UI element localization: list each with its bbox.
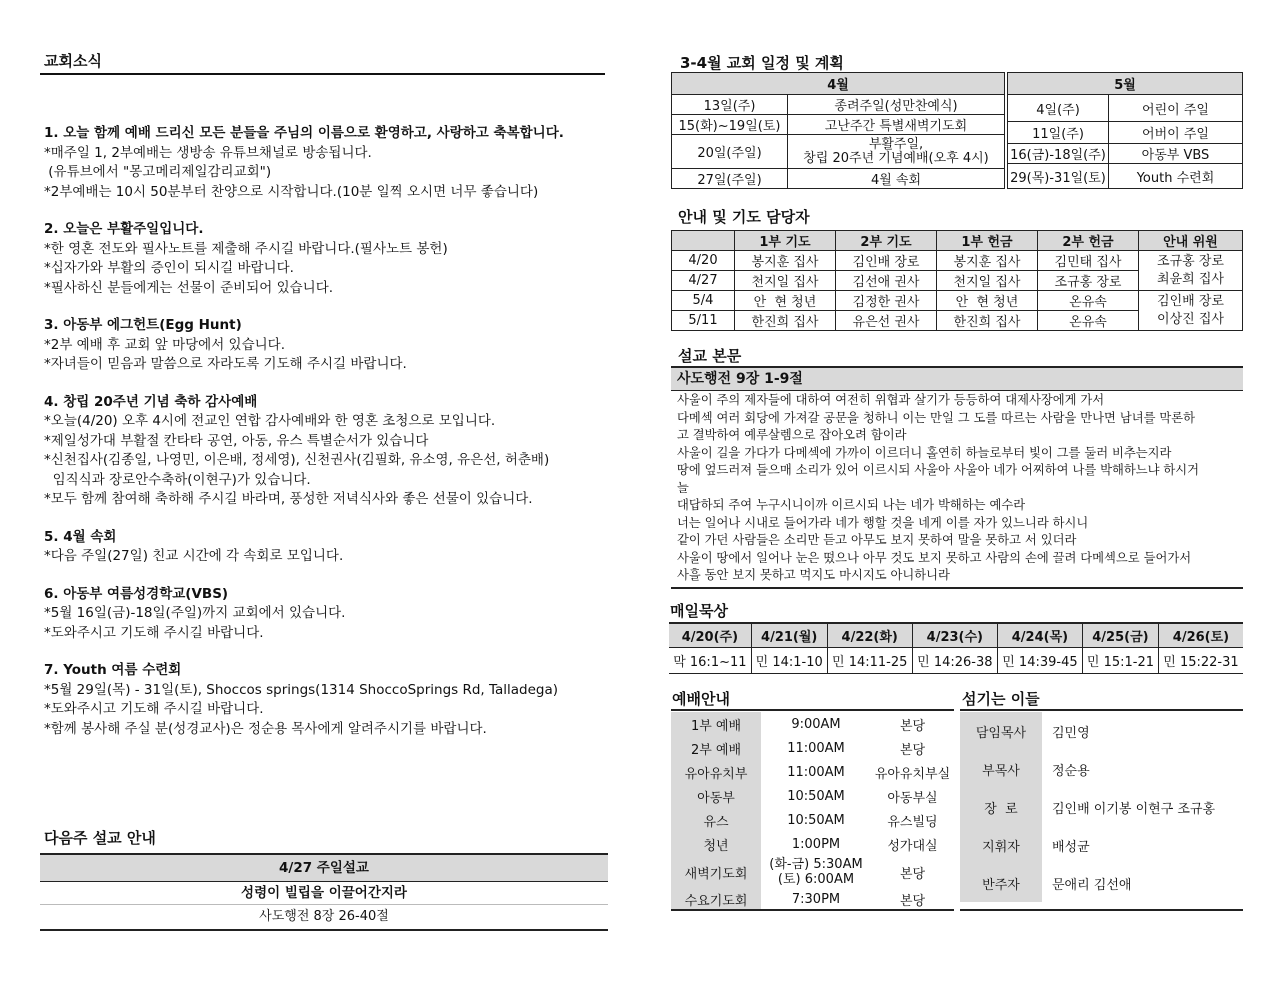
duty-header: 2부 헌금 [1038, 231, 1139, 251]
news-line: *2부 예배 후 교회 앞 마당에서 있습니다. [44, 336, 285, 353]
worship-time: 7:30PM [791, 891, 841, 907]
staff-names: 정순용 [1052, 763, 1090, 779]
sermon-line: 대답하되 주여 누구시니이까 이르시되 나는 네가 박해하는 예수라 [677, 498, 1026, 512]
may-date: 4일(주) [1008, 95, 1109, 122]
news-line: *십자가와 부활의 증인이 되시길 바랍니다. [44, 260, 294, 276]
worship-place: 본당 [899, 893, 926, 909]
duty-date: 5/4 [672, 291, 735, 311]
worship-time [761, 856, 871, 888]
news-item-title: 4. 창립 20주년 기념 축하 감사예배 [44, 393, 258, 410]
april-event: 종려주일(성만찬예식) [788, 95, 1005, 115]
staff-names: 배성균 [1052, 839, 1090, 855]
staff-names: 김민영 [1052, 725, 1090, 741]
news-line: *매주일 1, 2부예배는 생방송 유튜브채널로 방송됩니다. [44, 144, 372, 161]
duty-cell: 봉지훈 집사 [937, 251, 1038, 271]
april-date: 13일(주) [672, 95, 788, 115]
news-item-7 [44, 661, 604, 739]
april-event [788, 135, 1005, 169]
news-item-title: 7. Youth 여름 수련회 [44, 662, 182, 678]
news-line: *2부예배는 10시 50분부터 찬양으로 시작합니다.(10분 일찍 오시면 너무 좋습니다) [44, 183, 539, 200]
worship-title: 예배안내 [672, 690, 730, 708]
duty-ushers [1139, 291, 1243, 331]
worship-name: 새벽기도회 [671, 856, 761, 888]
news-line: *다음 주일(27일) 친교 시간에 각 속회로 모입니다. [44, 548, 344, 564]
duty-cell: 온유속 [1038, 311, 1139, 331]
duty-date: 4/27 [672, 271, 735, 291]
staff-title: 섬기는 이들 [962, 690, 1040, 708]
may-date: 11일(주) [1008, 122, 1109, 144]
duty-cell: 천지일 집사 [937, 271, 1038, 291]
worship-place: 본당 [899, 742, 926, 758]
worship-time: 11:00AM [787, 764, 845, 780]
staff-role: 지휘자 [960, 826, 1042, 864]
duty-date: 4/20 [672, 251, 735, 271]
church-news-divider [40, 73, 605, 75]
news-line: *제일성가대 부활절 칸타타 공연, 아동, 유스 특별순서가 있습니다 [44, 432, 429, 449]
may-event: 어린이 주일 [1109, 95, 1243, 122]
schedule-tables [671, 72, 1243, 190]
news-item-6 [44, 585, 604, 644]
duty-cell: 김민태 집사 [1038, 251, 1139, 271]
news-line: *신천집사(김종일, 나영민, 이은배, 정세영), 신천권사(김필화, 유소영, 유은선, 허춘배) [44, 452, 550, 468]
worship-time-line: (화-금) 5:30AM [769, 857, 863, 872]
sermon-line: 늘 [677, 480, 689, 495]
duty-cell: 김인배 장로 [836, 251, 937, 271]
duty-header: 1부 헌금 [937, 231, 1038, 251]
worship-name: 수요기도회 [671, 888, 761, 910]
daily-day: 4/20(주) [669, 623, 751, 647]
news-list [44, 124, 604, 739]
duty-cell: 조규홍 장로 [1038, 271, 1139, 291]
worship-time: 11:00AM [787, 740, 845, 756]
daily-day: 4/21(월) [751, 623, 827, 647]
may-event: Youth 수련회 [1109, 164, 1243, 189]
sermon-line: 다메섹 여러 회당에 가져갈 공문을 청하니 이는 만일 그 도를 따르는 사람을 만나면 남녀를 막론하 [677, 410, 1195, 425]
news-line: *도와주시고 기도해 주시길 바랍니다. [44, 624, 264, 641]
worship-name: 유아유치부 [671, 760, 761, 784]
news-item-4 [44, 393, 604, 510]
worship-name: 청년 [671, 832, 761, 856]
usher-name: 김인배 장로 [1157, 293, 1224, 309]
staff-table [960, 712, 1243, 902]
staff-names: 김인배 이기봉 이현구 조규홍 [1052, 801, 1216, 817]
duty-date: 5/11 [672, 311, 735, 331]
duty-title: 안내 및 기도 담당자 [678, 208, 810, 226]
news-line: *5월 16일(금)-18일(주일)까지 교회에서 있습니다. [44, 605, 346, 621]
daily-reading: 민 15:1-21 [1082, 647, 1158, 673]
april-date: 27일(주일) [672, 169, 788, 189]
news-line: *필사하신 분들에게는 선물이 준비되어 있습니다. [44, 279, 334, 296]
daily-reading: 민 14:11-25 [827, 647, 912, 673]
sermon-line: 너는 일어나 시내로 들어가라 네가 행할 것을 네게 이를 자가 있느니라 하시니 [677, 515, 1089, 530]
duty-cell: 김선애 권사 [836, 271, 937, 291]
news-item-title: 3. 아동부 에그헌트(Egg Hunt) [44, 317, 242, 333]
duty-cell: 유은선 권사 [836, 311, 937, 331]
news-item-title: 2. 오늘은 부활주일입니다. [44, 221, 204, 237]
next-sermon-passage: 사도행전 8장 26-40절 [40, 905, 608, 931]
sermon-body [671, 391, 1243, 587]
news-line: *도와주시고 기도해 주시길 바랍니다. [44, 701, 264, 717]
duty-header: 안내 위원 [1139, 231, 1243, 251]
may-date: 29(목)-31일(토) [1008, 164, 1109, 189]
april-header: 4월 [672, 73, 1005, 95]
sermon-line: 고 결박하여 예루살렘으로 잡아오려 함이라 [677, 428, 907, 442]
news-line: *모두 함께 참여해 축하해 주시길 바라며, 풍성한 저녁식사와 좋은 선물이 있습니다. [44, 491, 533, 507]
duty-header [672, 231, 735, 251]
news-item-1 [44, 124, 604, 202]
usher-name: 이상진 집사 [1157, 311, 1224, 327]
daily-day: 4/26(토) [1158, 623, 1243, 647]
news-item-title: 5. 4월 속회 [44, 528, 117, 545]
worship-place: 본당 [899, 718, 926, 734]
staff-bottom-rule [960, 909, 1243, 911]
duty-cell: 한진희 집사 [735, 311, 836, 331]
daily-reading: 민 14:26-38 [912, 647, 997, 673]
duty-cell: 온유속 [1038, 291, 1139, 311]
duty-cell: 천지일 집사 [735, 271, 836, 291]
sermon-title: 설교 본문 [678, 347, 742, 365]
news-item-3 [44, 316, 604, 375]
duty-cell: 안 현 청년 [735, 291, 836, 311]
sermon-line: 사울이 땅에서 일어나 눈은 떴으나 아무 것도 보지 못하고 사람의 손에 끌려 다메섹으로 들어가서 [677, 550, 1192, 565]
next-sermon-name: 성령이 빌립을 이끌어간지라 [40, 882, 608, 905]
worship-place: 아동부실 [887, 790, 938, 806]
news-item-title: 1. 오늘 함께 예배 드리신 모든 분들을 주님의 이름으로 환영하고, 사랑하고 축복합니다. [44, 125, 564, 141]
worship-time: 9:00AM [791, 716, 841, 732]
staff-role: 반주자 [960, 864, 1042, 902]
daily-reading: 막 16:1~11 [669, 647, 751, 673]
worship-time: 10:50AM [787, 788, 845, 804]
worship-time: 1:00PM [791, 836, 841, 852]
sermon-ref: 사도행전 9장 1-9절 [671, 366, 1243, 391]
sermon-line: 사울이 길을 가다가 다메섹에 가까이 이르더니 홀연히 하늘로부터 빛이 그를 둘러 비추는지라 [677, 445, 1172, 460]
worship-divider [671, 709, 954, 711]
daily-day: 4/22(화) [827, 623, 912, 647]
news-item-2 [44, 220, 604, 298]
staff-names: 문애리 김선애 [1052, 877, 1132, 893]
worship-time: 10:50AM [787, 812, 845, 828]
sermon-line: 사흘 동안 보지 못하고 먹지도 마시지도 아니하니라 [677, 568, 950, 582]
sermon-line: 사울이 주의 제자들에 대하여 여전히 위협과 살기가 등등하여 대제사장에게 가서 [677, 393, 1105, 407]
worship-name: 2부 예배 [671, 736, 761, 760]
daily-table [669, 622, 1243, 674]
april-event: 4월 속회 [788, 169, 1005, 189]
news-line: *한 영혼 전도와 필사노트를 제출해 주시길 바랍니다.(필사노트 봉헌) [44, 240, 448, 257]
daily-day: 4/23(수) [912, 623, 997, 647]
daily-reading: 민 14:1-10 [751, 647, 827, 673]
may-event: 아동부 VBS [1109, 144, 1243, 164]
may-table [1007, 72, 1243, 189]
worship-place: 본당 [899, 866, 926, 882]
church-news-title: 교회소식 [44, 52, 102, 70]
news-line: 임직식과 장로안수축하(이현구)가 있습니다. [44, 471, 311, 488]
news-item-5 [44, 528, 604, 567]
usher-name: 최윤희 집사 [1157, 271, 1224, 287]
staff-role: 장 로 [960, 788, 1042, 826]
next-sermon-box [40, 853, 608, 931]
daily-reading: 민 14:39-45 [997, 647, 1082, 673]
april-event: 고난주간 특별새벽기도회 [788, 115, 1005, 135]
sermon-line: 같이 가던 사람들은 소리만 듣고 아무도 보지 못하여 말을 못하고 서 있더라 [677, 533, 1077, 547]
may-date: 16(금)-18일(주) [1008, 144, 1109, 164]
news-line: *자녀들이 믿음과 말씀으로 자라도록 기도해 주시길 바랍니다. [44, 356, 407, 372]
worship-place: 유아유치부실 [874, 766, 951, 782]
daily-day: 4/25(금) [1082, 623, 1158, 647]
daily-title: 매일묵상 [670, 602, 728, 620]
duty-ushers [1139, 251, 1243, 291]
april-table [671, 72, 1005, 189]
worship-place: 유스빌딩 [887, 814, 938, 830]
daily-day: 4/24(목) [997, 623, 1082, 647]
staff-divider [960, 709, 1243, 711]
news-line: *오늘(4/20) 오후 4시에 전교인 연합 감사예배와 한 영혼 초청으로 모입니다. [44, 413, 496, 429]
duty-cell: 봉지훈 집사 [735, 251, 836, 271]
duty-cell: 한진희 집사 [937, 311, 1038, 331]
next-sermon-title: 다음주 설교 안내 [44, 829, 156, 847]
duty-cell: 안 현 청년 [937, 291, 1038, 311]
may-event: 어버이 주일 [1109, 122, 1243, 144]
april-date: 20일(주일) [672, 135, 788, 169]
schedule-title: 3-4월 교회 일정 및 계획 [680, 54, 844, 72]
next-sermon-header: 4/27 주일설교 [40, 853, 608, 882]
worship-name: 유스 [671, 808, 761, 832]
daily-reading: 민 15:22-31 [1158, 647, 1243, 673]
staff-role: 부목사 [960, 750, 1042, 788]
april-event-line: 부활주일, [868, 136, 924, 152]
news-line: *5월 29일(목) - 31일(토), Shoccos springs(1314 ShoccoSprings Rd, Talladega) [44, 681, 559, 698]
worship-name: 아동부 [671, 784, 761, 808]
worship-table [671, 712, 954, 910]
news-item-title: 6. 아동부 여름성경학교(VBS) [44, 585, 229, 602]
duty-table [671, 230, 1243, 331]
sermon-box [671, 366, 1243, 589]
worship-place: 성가대실 [887, 838, 938, 854]
may-header: 5월 [1008, 73, 1243, 95]
april-event-line: 창립 20주년 기념예배(오후 4시) [803, 150, 989, 166]
duty-cell: 김정한 권사 [836, 291, 937, 311]
usher-name: 조규홍 장로 [1157, 253, 1224, 269]
news-line: (유튜브에서 "몽고메리제일감리교회") [44, 164, 272, 180]
duty-header: 2부 기도 [836, 231, 937, 251]
april-date: 15(화)~19일(토) [672, 115, 788, 135]
worship-time-line: (토) 6:00AM [777, 872, 855, 887]
news-line: *함께 봉사해 주실 분(성경교사)은 정순용 목사에게 알려주시기를 바랍니다. [44, 720, 487, 737]
sermon-line: 땅에 엎드러져 들으매 소리가 있어 이르시되 사울아 사울아 네가 어찌하여 나를 박해하느냐 하시거 [677, 463, 1200, 477]
duty-header: 1부 기도 [735, 231, 836, 251]
worship-name: 1부 예배 [671, 712, 761, 736]
worship-bottom-rule [671, 909, 954, 911]
staff-role: 담임목사 [960, 712, 1042, 750]
